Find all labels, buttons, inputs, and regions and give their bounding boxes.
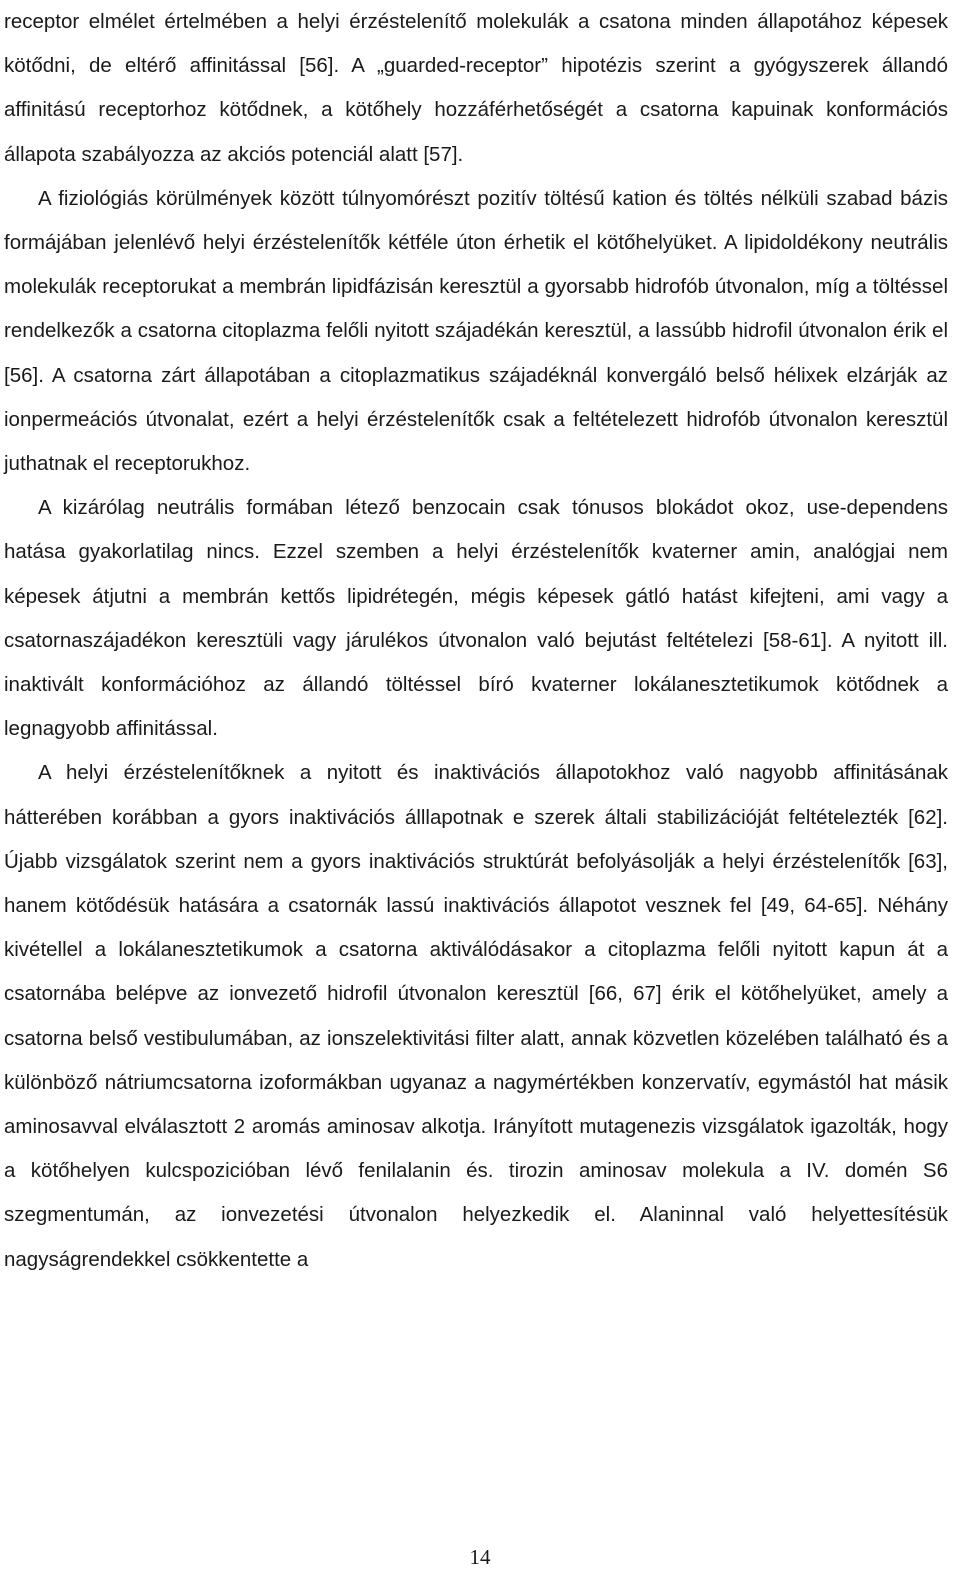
paragraph-3: A kizárólag neutrális formában létező benzocain csak tónusos blokádot okoz, use-dependens hatása gyakorlatilag nincs. Ezzel szemben a helyi érzéstelenítők kvaterner amin, analógjai nem képesek átjutni a membrán kettős lipidrétegén, mégis képesek gátló hatást kifejteni, ami vagy a csatornaszájadékon keresztüli vagy járulékos útvonalon való bejutást feltételezi [58-61]. A nyitott ill. inaktivált konformációhoz az állandó töltéssel bíró kvaterner lokálanesztetikumok kötődnek a legnagyobb affinitással. — [4, 496, 948, 741]
paragraph-2: A fiziológiás körülmények között túlnyomórészt pozitív töltésű kation és töltés nélküli szabad bázis formájában jelenlévő helyi érzéstelenítők kétféle úton érhetik el kötőhelyüket. A lipidoldékony neutrális molekulák receptorukat a membrán lipidfázisán keresztül a gyorsabb hidrofób útvonalon, míg a töltéssel rendelkezők a csatorna citoplazma felőli nyitott szájadékán keresztül, a lassúbb hidrofil útvonalon érik el [56]. A csatorna zárt állapotában a citoplazmatikus szájadéknál konvergáló belső hélixek elzárják az ionpermeációs útvonalat, ezért a helyi érzéstelenítők csak a feltételezett hidrofób útvonalon keresztül juthatnak el receptorukhoz. — [4, 186, 948, 476]
paragraph-1: receptor elmélet értelmében a helyi érzéstelenítő molekulák a csatona minden állapotához képesek kötődni, de eltérő affinitással [56]. A „guarded-receptor” hipotézis szerint a gyógyszerek állandó affinitású receptorhoz kötődnek, a kötőhely hozzáférhetőségét a csatorna kapuinak konformációs állapota szabályozza az akciós potenciál alatt [57]. — [4, 10, 948, 166]
paragraph-4: A helyi érzéstelenítőknek a nyitott és inaktivációs állapotokhoz való nagyobb affinitásának hátterében korábban a gyors inaktivációs álllapotnak e szerek általi stabilizációját feltételezték [62]. Újabb vizsgálatok szerint nem a gyors inaktivációs struktúrát befolyásolják a helyi érzéstelenítők [63], hanem kötődésük hatására a csatornák lassú inaktivációs állapotot vesznek fel [49, 64-65]. Néhány kivétellel a lokálanesztetikumok a csatorna aktiválódásakor a citoplazma felőli nyitott kapun át a csatornába belépve az ionvezető hidrofil útvonalon keresztül [66, 67] érik el kötőhelyüket, amely a csatorna belső vestibulumában, az ionszelektivitási filter alatt, annak közvetlen közelében található és a különböző nátriumcsatorna izoformákban ugyanaz a nagymértékben konzervatív, egymástól hat másik aminosavval elválasztott 2 aromás aminosav alkotja. Irányított mutagenezis vizsgálatok igazolták, hogy a kötőhelyen kulcspozicióban lévő fenilalanin és. tirozin aminosav molekula a IV. domén S6 szegmentumán, az ionvezetési útvonalon helyezkedik el. Alaninnal való helyettesítésük nagyságrendekkel csökkentette a — [4, 761, 948, 1271]
page-number: 14 — [469, 1545, 491, 1569]
document-body — [4, 0, 948, 1282]
